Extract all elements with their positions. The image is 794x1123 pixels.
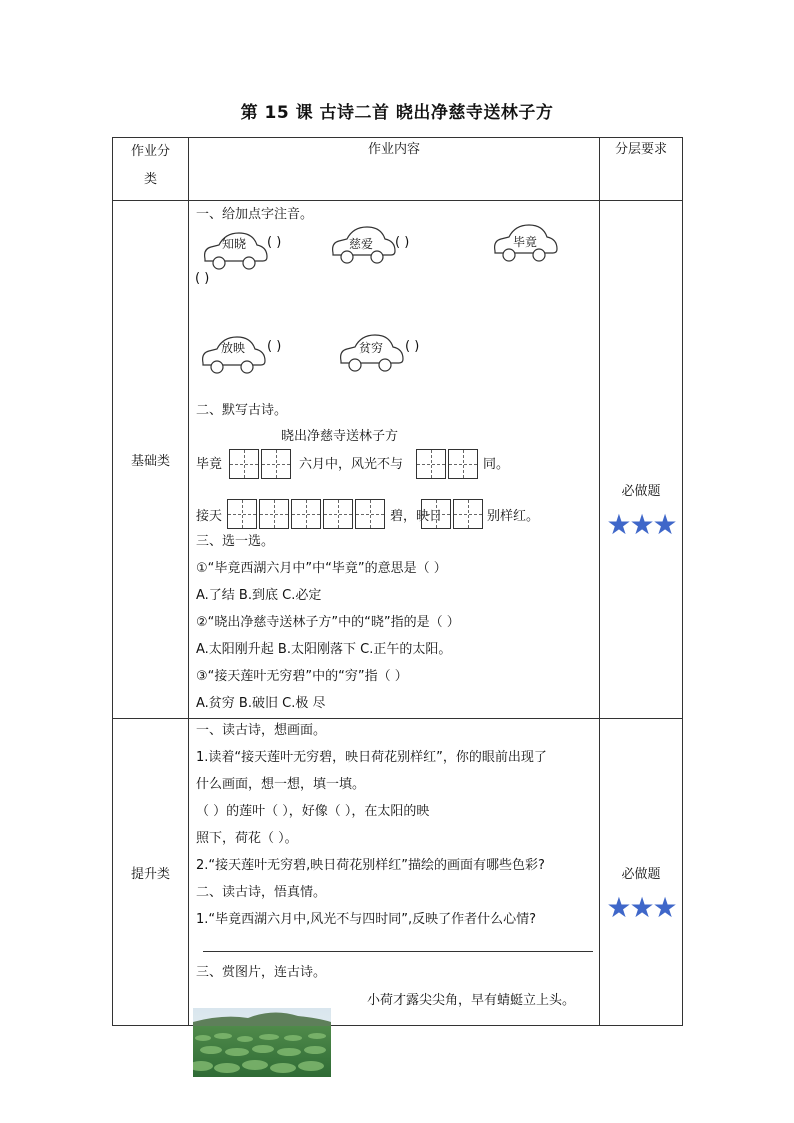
header-content: 作业内容 [189, 138, 600, 201]
homework-table [112, 137, 683, 1026]
basic-content [189, 201, 600, 719]
q3-item: ①“毕竟西湖六月中”中“毕竟”的意思是（ ） [196, 561, 447, 576]
adv-line: 一、读古诗，想画面。 [196, 723, 327, 738]
writing-grid[interactable] [416, 449, 480, 479]
pinyin-blank[interactable]: ( ) [195, 271, 210, 286]
poem-line1-end: 同。 [483, 457, 510, 472]
lotus-field-image [193, 1008, 331, 1077]
pinyin-blank[interactable]: ( ) [395, 235, 410, 250]
q1-heading: 一、给加点字注音。 [196, 207, 314, 222]
table-row [113, 719, 683, 1026]
pinyin-blank[interactable]: ( ) [267, 235, 282, 250]
word-label: 知晓 [222, 237, 247, 251]
header-category [113, 138, 189, 201]
word-label: 慈爱 [349, 237, 374, 251]
writing-grid[interactable] [229, 449, 293, 479]
category-advanced: 提升类 [113, 719, 189, 1026]
poem-title: 晓出净慈寺送林子方 [281, 429, 399, 444]
adv-line: 照下，荷花（ ）。 [196, 831, 298, 846]
poem-match-line: 小荷才露尖尖角，早有蜻蜓立上头。 [367, 993, 576, 1008]
q2-heading: 二、默写古诗。 [196, 403, 288, 418]
writing-grid[interactable] [421, 499, 485, 529]
q3-options: A.贫穷 B.破旧 C.极 尽 [196, 696, 326, 711]
requirement-advanced [600, 719, 683, 1026]
pinyin-blank[interactable]: ( ) [405, 339, 420, 354]
advanced-content [189, 719, 600, 1026]
adv-line: 什么画面，想一想，填一填。 [196, 777, 366, 792]
poem-line1-start: 毕竟 [196, 457, 223, 472]
table-row [113, 201, 683, 719]
requirement-basic [600, 201, 683, 719]
q3-item: ②“晓出净慈寺送林子方”中的“晓”指的是（ ） [196, 615, 460, 630]
adv-line: 1.“毕竟西湖六月中,风光不与四时同”,反映了作者什么心情? [196, 912, 537, 927]
q3-options: A.了结 B.到底 C.必定 [196, 588, 322, 603]
word-label: 放映 [221, 341, 246, 355]
q3-item: ③“接天莲叶无穷碧”中的“穷”指（ ） [196, 669, 408, 684]
table-header-row [113, 138, 683, 201]
star-rating-icon: ★★★ [606, 890, 676, 924]
header-requirement: 分层要求 [600, 138, 683, 201]
word-label: 毕竟 [513, 235, 538, 249]
adv-line: 二、读古诗，悟真情。 [196, 885, 327, 900]
poem-line2-end: 别样红。 [487, 509, 540, 524]
writing-grid[interactable] [227, 499, 387, 529]
requirement-label: 必做题 [621, 484, 661, 499]
poem-line2-start: 接天 [196, 509, 223, 524]
poem-line1-mid: 六月中，风光不与 [299, 457, 404, 472]
page-title: 第 15 课 古诗二首 晓出净慈寺送林子方 [240, 103, 554, 123]
adv-line: 2.“接天莲叶无穷碧,映日荷花别样红”描绘的画面有哪些色彩? [196, 858, 545, 873]
requirement-label: 必做题 [621, 866, 661, 882]
header-category-text: 作业分 类 [130, 144, 170, 187]
q3-heading: 三、选一选。 [196, 534, 275, 549]
category-basic: 基础类 [113, 201, 189, 719]
star-rating-icon: ★★★ [606, 508, 676, 541]
adv-line: 三、赏图片，连古诗。 [196, 965, 327, 980]
word-label: 贫穷 [359, 341, 384, 355]
adv-line: （ ）的莲叶（ ），好像（ ），在太阳的映 [196, 804, 430, 819]
pinyin-blank[interactable]: ( ) [267, 339, 282, 354]
adv-line: 1.读着“接天莲叶无穷碧，映日荷花别样红”，你的眼前出现了 [196, 750, 547, 765]
q3-options: A.太阳刚升起 B.太阳刚落下 C.正午的太阳。 [196, 642, 452, 657]
answer-line[interactable] [203, 951, 593, 952]
poem-line2-mid: 碧，映日 [390, 509, 443, 524]
